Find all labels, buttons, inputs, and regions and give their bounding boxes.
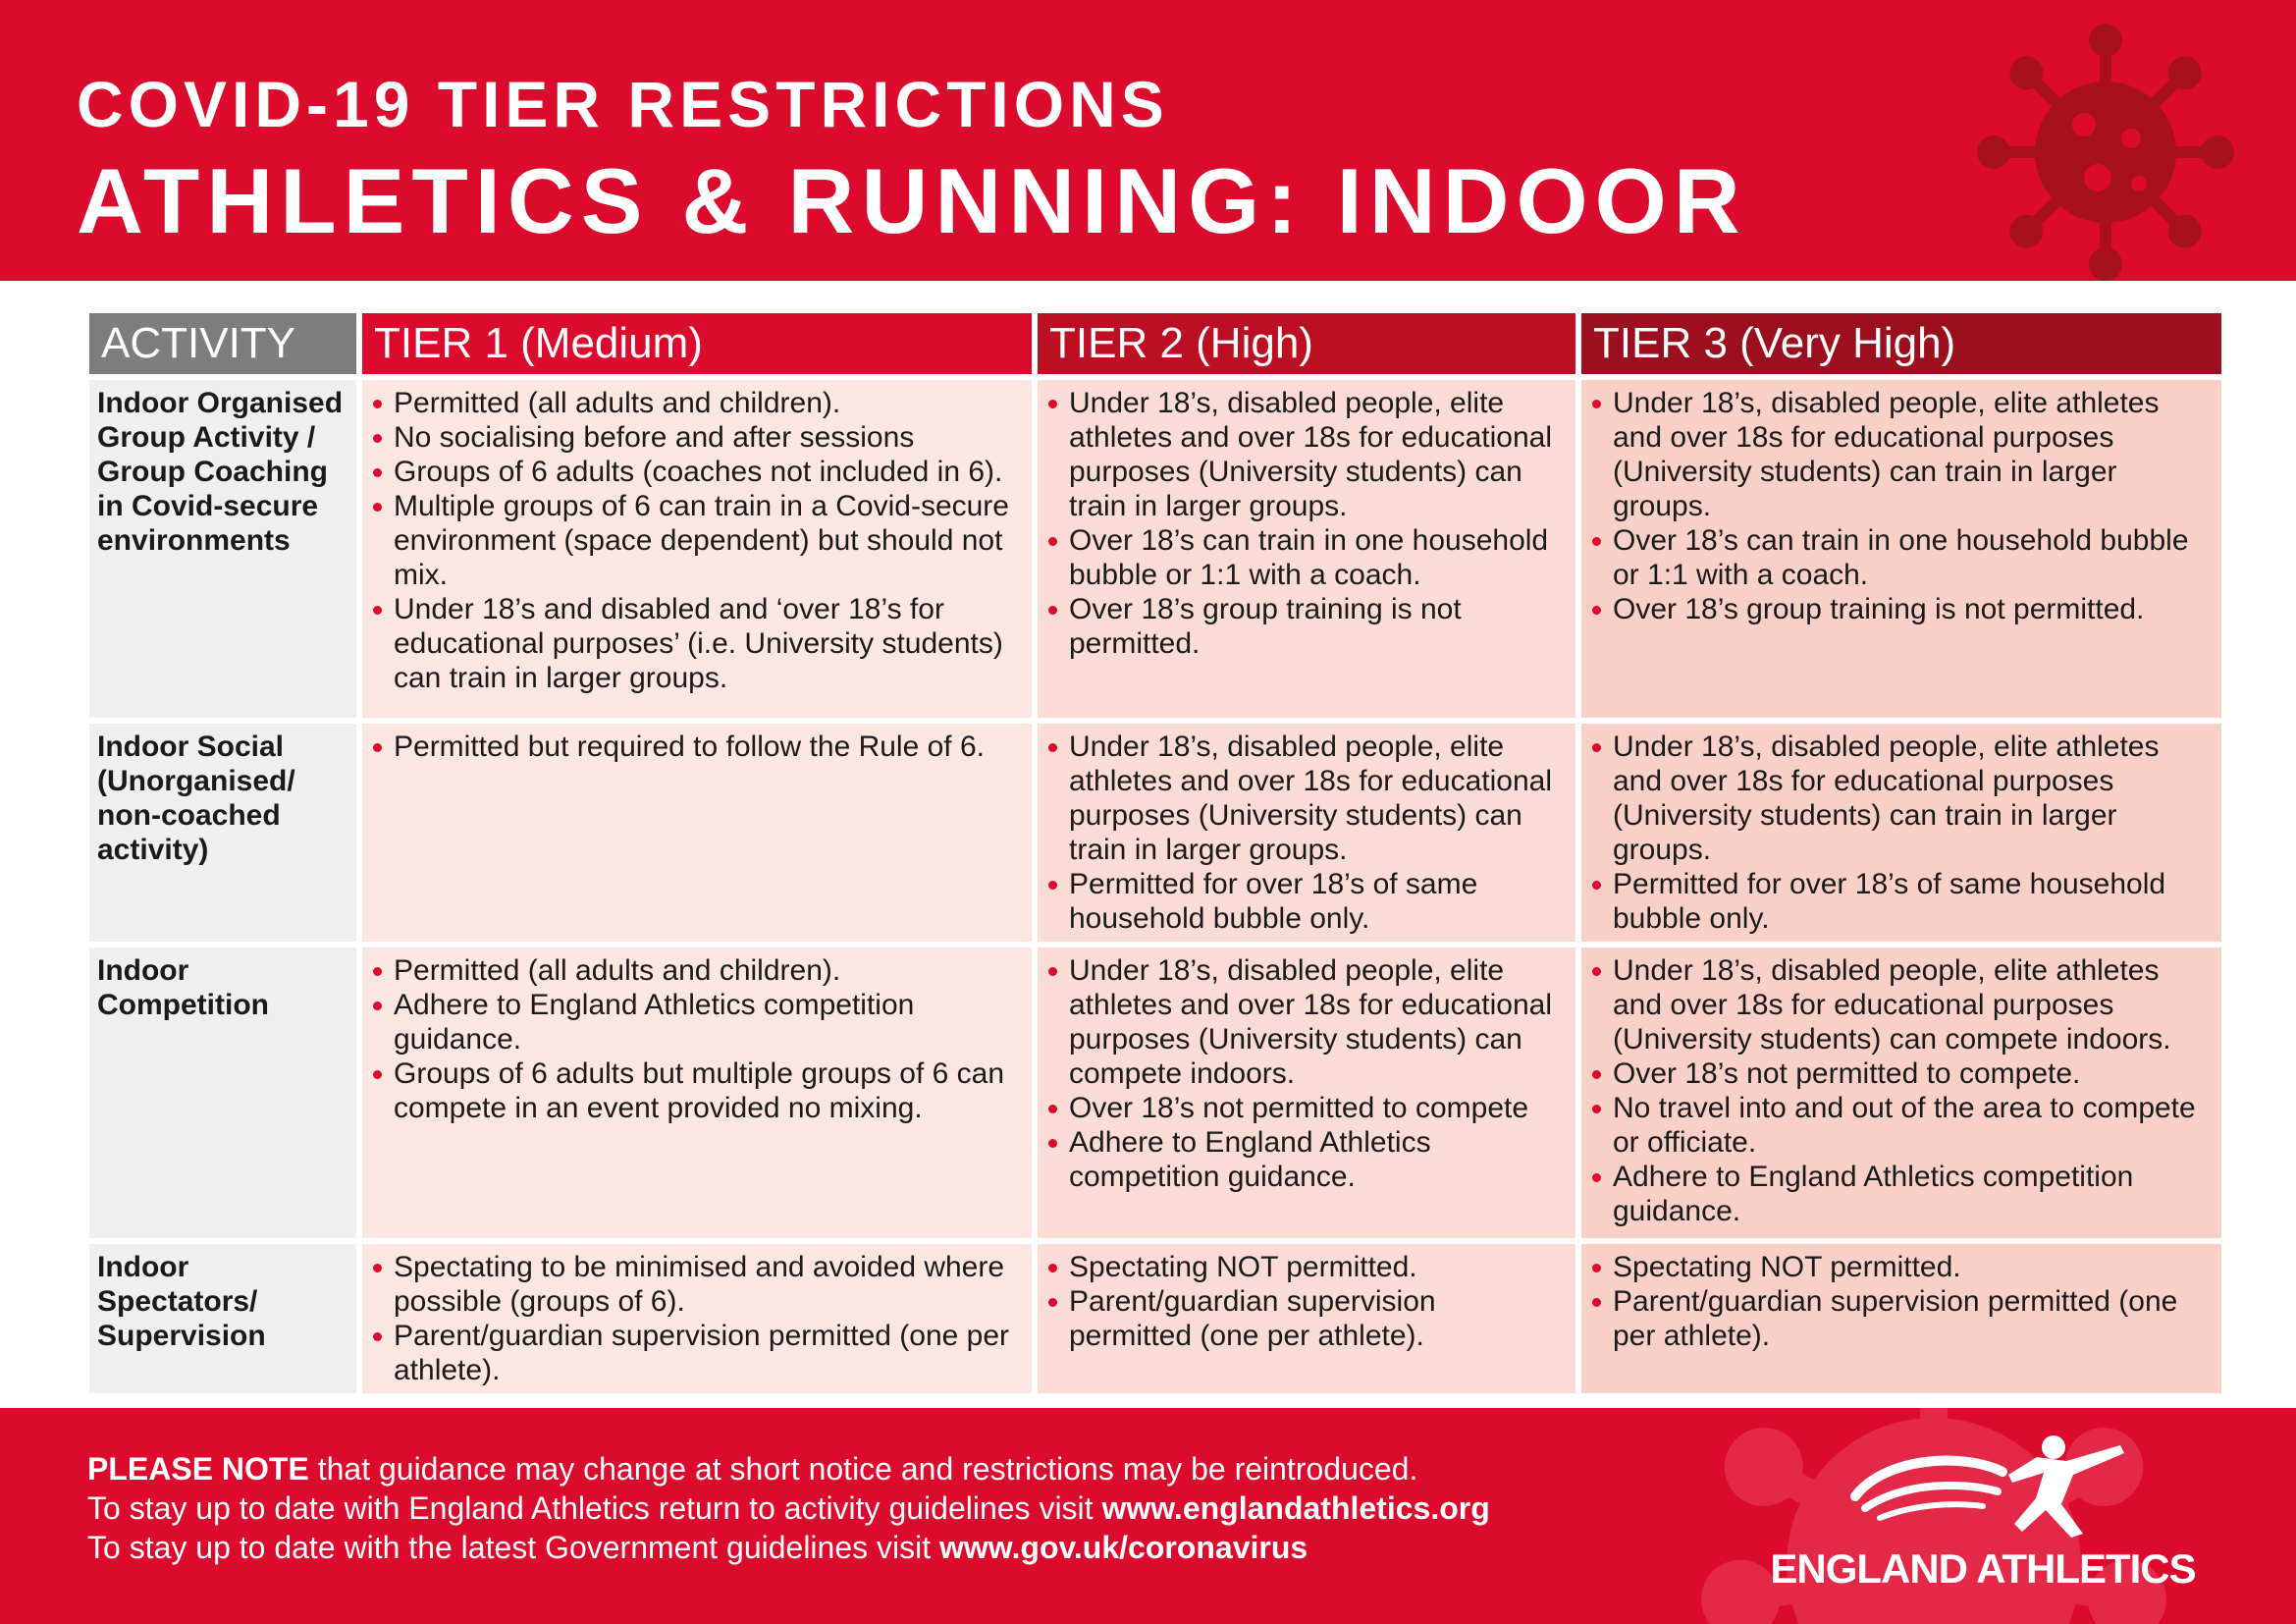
list-item: Permitted (all adults and children).	[370, 953, 1022, 988]
tier-3-cell	[1581, 1244, 2221, 1393]
footer-banner	[0, 1408, 2296, 1624]
list-item: Under 18’s, disabled people, elite athletes and over 18s for educational purposes (University students) can train in larger groups.	[1045, 386, 1566, 523]
restrictions-table	[83, 307, 2227, 1399]
table-row	[89, 724, 2221, 942]
column-header-tier-2: TIER 2 (High)	[1038, 313, 1575, 374]
england-athletics-logo	[1767, 1428, 2199, 1614]
table-row	[89, 947, 2221, 1238]
list-item: Spectating to be minimised and avoided where possible (groups of 6).	[370, 1250, 1022, 1319]
tier-2-cell	[1038, 947, 1575, 1238]
england-athletics-link[interactable]: www.englandathletics.org	[1101, 1490, 1490, 1526]
list-item: Over 18’s not permitted to compete.	[1589, 1056, 2212, 1091]
list-item: Groups of 6 adults but multiple groups of 6 can compete in an event provided no mixing.	[370, 1056, 1022, 1125]
gov-coronavirus-link[interactable]: www.gov.uk/coronavirus	[939, 1530, 1308, 1565]
list-item: Under 18’s, disabled people, elite athletes and over 18s for educational purposes (University students) can train in larger groups.	[1589, 386, 2212, 523]
logo-wordmark: ENGLAND ATHLETICS	[1770, 1545, 2196, 1592]
footer-note	[87, 1449, 1490, 1567]
tier-2-cell	[1038, 380, 1575, 718]
tier-2-cell	[1038, 1244, 1575, 1393]
list-item: Spectating NOT permitted.	[1045, 1250, 1566, 1284]
list-item: Adhere to England Athletics competition guidance.	[370, 988, 1022, 1056]
tier-1-cell	[362, 380, 1032, 718]
list-item: Under 18’s, disabled people, elite athletes and over 18s for educational purposes (University students) can compete indoors.	[1589, 953, 2212, 1056]
footer-line-3	[87, 1528, 1490, 1567]
list-item: Over 18’s not permitted to compete	[1045, 1091, 1566, 1125]
activity-cell: Indoor Social (Unorganised/ non-coached activity)	[89, 724, 356, 942]
tier-3-cell	[1581, 947, 2221, 1238]
page-subtitle: COVID-19 TIER RESTRICTIONS	[77, 68, 1169, 140]
column-header-tier-1: TIER 1 (Medium)	[362, 313, 1032, 374]
header-banner	[0, 0, 2296, 281]
column-header-activity: ACTIVITY	[89, 313, 356, 374]
list-item: Over 18’s group training is not permitted.	[1589, 592, 2212, 626]
list-item: Under 18’s, disabled people, elite athletes and over 18s for educational purposes (University students) can train in larger groups.	[1045, 730, 1566, 867]
list-item: Multiple groups of 6 can train in a Covid-secure environment (space dependent) but should not mix.	[370, 489, 1022, 592]
list-item: Under 18’s, disabled people, elite athletes and over 18s for educational purposes (University students) can train in larger groups.	[1589, 730, 2212, 867]
footer-note-text: that guidance may change at short notice and restrictions may be reintroduced.	[308, 1451, 1418, 1487]
page-title: ATHLETICS & RUNNING: INDOOR	[77, 149, 1747, 252]
footer-line-1	[87, 1449, 1490, 1489]
activity-cell: Indoor Spectators/ Supervision	[89, 1244, 356, 1393]
footer-line-2	[87, 1489, 1490, 1528]
list-item: No travel into and out of the area to compete or officiate.	[1589, 1091, 2212, 1160]
list-item: Adhere to England Athletics competition guidance.	[1589, 1160, 2212, 1228]
list-item: Permitted for over 18’s of same household bubble only.	[1589, 867, 2212, 936]
list-item: Under 18’s and disabled and ‘over 18’s for educational purposes’ (i.e. University students) can train in larger groups.	[370, 592, 1022, 695]
please-note-label: PLEASE NOTE	[87, 1451, 309, 1487]
list-item: Over 18’s can train in one household bubble or 1:1 with a coach.	[1045, 523, 1566, 592]
tier-2-cell	[1038, 724, 1575, 942]
list-item: Permitted but required to follow the Rule of 6.	[370, 730, 1022, 764]
list-item: Adhere to England Athletics competition guidance.	[1045, 1125, 1566, 1194]
tier-3-cell	[1581, 724, 2221, 942]
table-row	[89, 380, 2221, 718]
tier-3-cell	[1581, 380, 2221, 718]
list-item: Under 18’s, disabled people, elite athletes and over 18s for educational purposes (University students) can compete indoors.	[1045, 953, 1566, 1091]
table-header-row	[89, 313, 2221, 374]
tier-1-cell	[362, 1244, 1032, 1393]
list-item: No socialising before and after sessions	[370, 420, 1022, 455]
activity-cell: Indoor Competition	[89, 947, 356, 1238]
tier-1-cell	[362, 947, 1032, 1238]
list-item: Groups of 6 adults (coaches not included in 6).	[370, 455, 1022, 489]
list-item: Parent/guardian supervision permitted (one per athlete).	[1589, 1284, 2212, 1353]
footer-line-3-text: To stay up to date with the latest Government guidelines visit	[87, 1530, 940, 1565]
list-item: Over 18’s can train in one household bubble or 1:1 with a coach.	[1589, 523, 2212, 592]
list-item: Spectating NOT permitted.	[1589, 1250, 2212, 1284]
table-row	[89, 1244, 2221, 1393]
virus-icon	[1973, 20, 2238, 281]
column-header-tier-3: TIER 3 (Very High)	[1581, 313, 2221, 374]
list-item: Over 18’s group training is not permitted.	[1045, 592, 1566, 661]
athlete-swoosh-icon	[1826, 1428, 2140, 1541]
activity-cell: Indoor Organised Group Activity / Group Coaching in Covid-secure environments	[89, 380, 356, 718]
tier-1-cell	[362, 724, 1032, 942]
list-item: Permitted (all adults and children).	[370, 386, 1022, 420]
list-item: Parent/guardian supervision permitted (one per athlete).	[1045, 1284, 1566, 1353]
list-item: Parent/guardian supervision permitted (one per athlete).	[370, 1319, 1022, 1387]
footer-line-2-text: To stay up to date with England Athletics return to activity guidelines visit	[87, 1490, 1102, 1526]
list-item: Permitted for over 18’s of same household bubble only.	[1045, 867, 1566, 936]
